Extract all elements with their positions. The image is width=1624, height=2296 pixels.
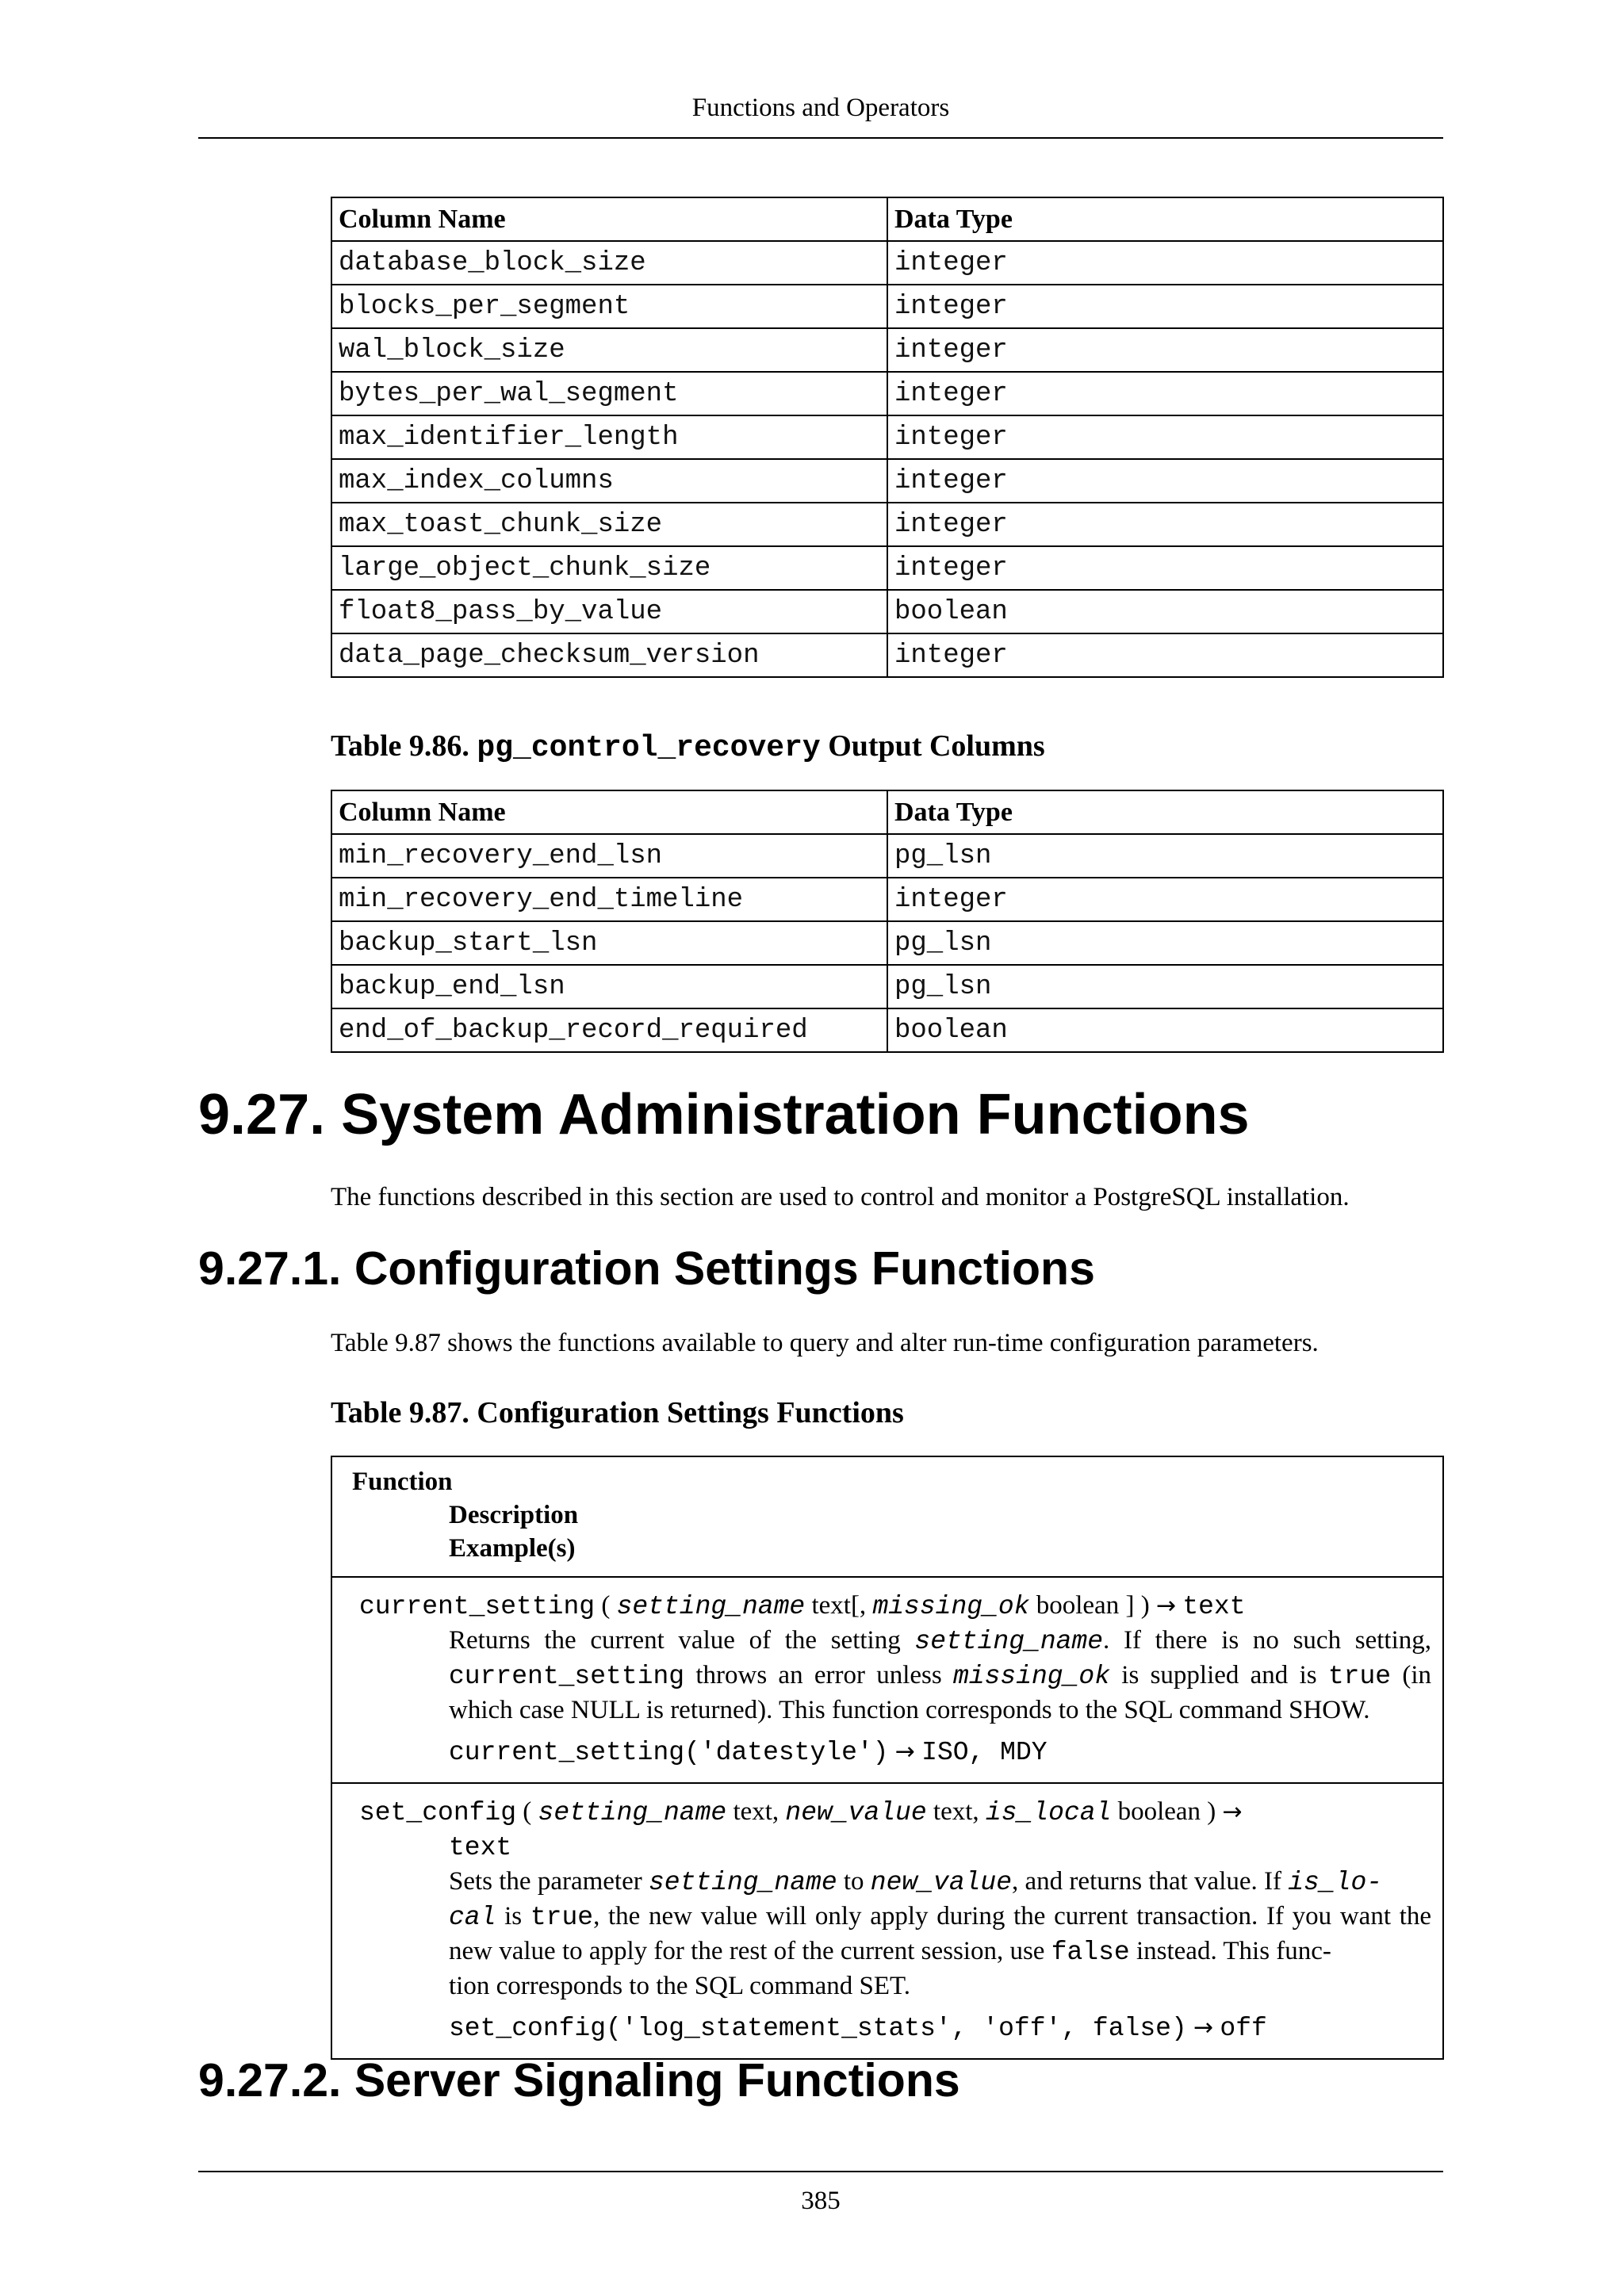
example-result: ISO, MDY	[921, 1738, 1048, 1767]
column-name-cell: max_index_columns	[331, 459, 887, 503]
control-init-columns-table	[331, 197, 1444, 678]
table-row	[331, 285, 1443, 328]
table-row	[331, 372, 1443, 415]
column-name-cell: min_recovery_end_lsn	[331, 834, 887, 878]
return-type: text	[1182, 1592, 1246, 1621]
data-type-cell: pg_lsn	[887, 965, 1443, 1008]
header-function: Function	[352, 1468, 453, 1496]
table-986-caption	[331, 729, 1045, 765]
data-type-cell: integer	[887, 546, 1443, 590]
table-row	[331, 633, 1443, 677]
table-row	[331, 241, 1443, 285]
function-signature-continued	[332, 1830, 1442, 1865]
data-type-cell: integer	[887, 503, 1443, 546]
caption-code: pg_control_recovery	[477, 731, 821, 765]
returns-arrow-icon: →	[1193, 2014, 1214, 2042]
function-signature	[332, 1795, 1442, 1830]
column-name-cell: end_of_backup_record_required	[331, 1008, 887, 1052]
subsection-intro: Table 9.87 shows the functions available to query and alter run-time configuration parameters.	[331, 1329, 1319, 1357]
param-type: boolean	[1117, 1797, 1201, 1826]
param-type: text,	[733, 1797, 779, 1826]
config-functions-table	[331, 1456, 1444, 2060]
desc-text: to	[843, 1867, 864, 1896]
desc-text: . If there is no such setting,	[1103, 1626, 1431, 1655]
desc-code: current_setting	[449, 1662, 685, 1691]
param-name: setting_name	[538, 1798, 727, 1827]
table-row	[331, 965, 1443, 1008]
table-987-caption: Table 9.87. Configuration Settings Functions	[331, 1396, 904, 1429]
returns-arrow-icon: →	[894, 1738, 915, 1766]
function-description	[332, 1865, 1442, 2003]
example-code: set_config('log_statement_stats', 'off', false)	[449, 2014, 1187, 2043]
desc-code: setting_name	[648, 1868, 837, 1897]
param-type: boolean	[1036, 1591, 1120, 1620]
section-intro: The functions described in this section are used to control and monitor a PostgreSQL installation.	[331, 1183, 1350, 1211]
column-name-cell: bytes_per_wal_segment	[331, 372, 887, 415]
function-name: current_setting	[359, 1592, 596, 1621]
paren: (	[601, 1591, 611, 1620]
caption-prefix: Table 9.86.	[331, 729, 469, 763]
desc-text: (in which case NULL is returned). This function corresponds to the SQL command SHOW.	[449, 1661, 1432, 1724]
section-heading-9-27-2: 9.27.2. Server Signaling Functions	[198, 2054, 960, 2107]
table-row	[331, 590, 1443, 633]
function-name: set_config	[359, 1798, 517, 1827]
example-code: current_setting('datestyle')	[449, 1738, 889, 1767]
function-example	[332, 2011, 1442, 2045]
desc-code: false	[1051, 1938, 1130, 1967]
optional-bracket: [,	[850, 1591, 867, 1620]
return-type: text	[449, 1833, 512, 1862]
data-type-cell: integer	[887, 415, 1443, 459]
running-head: Functions and Operators	[691, 94, 950, 122]
returns-arrow-icon: →	[1155, 1592, 1177, 1620]
function-entry-current-setting	[332, 1578, 1442, 1782]
column-name-cell: blocks_per_segment	[331, 285, 887, 328]
param-name: missing_ok	[872, 1592, 1030, 1621]
header-rule	[198, 137, 1443, 139]
paren: (	[523, 1797, 532, 1826]
desc-text: tion corresponds to the SQL command SET.	[449, 1972, 910, 2000]
data-type-cell: boolean	[887, 590, 1443, 633]
column-name-cell: float8_pass_by_value	[331, 590, 887, 633]
desc-text: throws an error unless	[695, 1661, 942, 1689]
header-examples: Example(s)	[449, 1534, 576, 1563]
param-type: text,	[933, 1797, 979, 1826]
column-name-cell: data_page_checksum_version	[331, 633, 887, 677]
column-name-cell: database_block_size	[331, 241, 887, 285]
desc-code: missing_ok	[952, 1662, 1111, 1691]
header-description: Description	[449, 1501, 579, 1529]
footer-rule	[198, 2171, 1443, 2172]
data-type-cell: integer	[887, 285, 1443, 328]
column-name-cell: backup_end_lsn	[331, 965, 887, 1008]
data-type-cell: boolean	[887, 1008, 1443, 1052]
section-heading-9-27: 9.27. System Administration Functions	[198, 1083, 1250, 1146]
table-row	[331, 834, 1443, 878]
example-result: off	[1220, 2014, 1267, 2043]
column-name-cell: backup_start_lsn	[331, 921, 887, 965]
data-type-cell: integer	[887, 459, 1443, 503]
desc-text: , and returns that value. If	[1012, 1867, 1281, 1896]
column-header: Column Name	[331, 790, 887, 834]
function-description	[332, 1624, 1442, 1727]
desc-text: Returns the current value of the setting	[449, 1626, 901, 1655]
column-name-cell: large_object_chunk_size	[331, 546, 887, 590]
desc-code: is_lo-	[1288, 1868, 1383, 1897]
section-heading-9-27-1: 9.27.1. Configuration Settings Functions	[198, 1242, 1095, 1295]
page-number: 385	[801, 2187, 841, 2215]
data-type-cell: integer	[887, 633, 1443, 677]
table-row	[331, 328, 1443, 372]
table-row	[331, 415, 1443, 459]
function-table-header	[332, 1457, 1442, 1578]
param-name: new_value	[785, 1798, 927, 1827]
data-type-cell: pg_lsn	[887, 921, 1443, 965]
desc-text: Sets the parameter	[449, 1867, 642, 1896]
column-header: Data Type	[887, 197, 1443, 241]
param-name: is_local	[985, 1798, 1112, 1827]
table-header-row	[331, 197, 1443, 241]
data-type-cell: integer	[887, 372, 1443, 415]
paren: )	[1207, 1797, 1216, 1826]
desc-code: setting_name	[914, 1627, 1104, 1656]
desc-code: true	[530, 1903, 594, 1932]
returns-arrow-icon: →	[1222, 1798, 1243, 1826]
desc-code: new_value	[870, 1868, 1013, 1897]
table-row	[331, 503, 1443, 546]
data-type-cell: integer	[887, 241, 1443, 285]
column-name-cell: wal_block_size	[331, 328, 887, 372]
desc-code: cal	[449, 1903, 496, 1932]
param-type: text	[811, 1591, 851, 1620]
function-example	[332, 1735, 1442, 1770]
control-recovery-columns-table	[331, 790, 1444, 1053]
function-signature	[332, 1589, 1442, 1624]
function-entry-set-config	[332, 1782, 1442, 2058]
paren: ] )	[1125, 1591, 1150, 1620]
table-row	[331, 546, 1443, 590]
table-row	[331, 878, 1443, 921]
data-type-cell: integer	[887, 878, 1443, 921]
table-header-row	[331, 790, 1443, 834]
table-row	[331, 921, 1443, 965]
desc-code: true	[1327, 1662, 1392, 1691]
desc-text: is supplied and is	[1121, 1661, 1317, 1689]
column-name-cell: max_identifier_length	[331, 415, 887, 459]
data-type-cell: integer	[887, 328, 1443, 372]
param-name: setting_name	[616, 1592, 806, 1621]
column-header: Data Type	[887, 790, 1443, 834]
desc-text: , the new value will only apply during the current transaction. If you want the new value to apply for the rest of the current session, use	[449, 1902, 1432, 1965]
desc-text: instead. This func-	[1136, 1937, 1331, 1965]
column-name-cell: max_toast_chunk_size	[331, 503, 887, 546]
caption-suffix: Output Columns	[828, 729, 1045, 763]
column-header: Column Name	[331, 197, 887, 241]
data-type-cell: pg_lsn	[887, 834, 1443, 878]
desc-text: is	[504, 1902, 523, 1931]
column-name-cell: min_recovery_end_timeline	[331, 878, 887, 921]
table-row	[331, 1008, 1443, 1052]
table-row	[331, 459, 1443, 503]
